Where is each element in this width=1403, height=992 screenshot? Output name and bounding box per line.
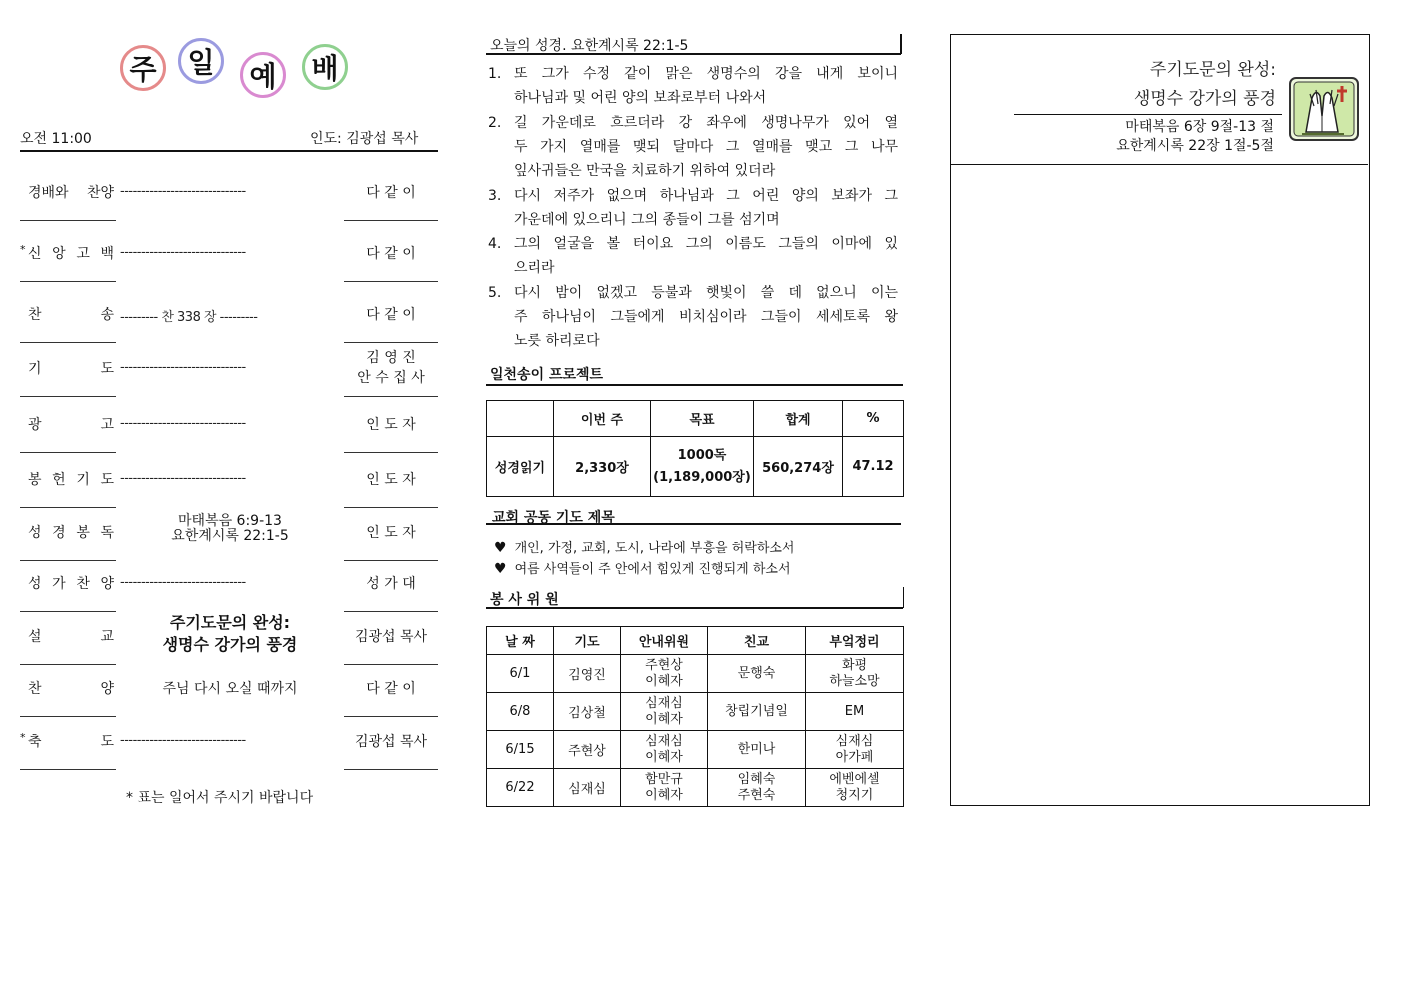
vol-usher-line: 심재심 bbox=[645, 733, 683, 749]
order-item-person bbox=[344, 304, 438, 324]
order-item-detail bbox=[120, 184, 340, 199]
volunteers-table bbox=[486, 626, 904, 807]
project-header-total: 합계 bbox=[754, 401, 843, 437]
prayer-heading: 교회 공동 기도 제목 bbox=[492, 510, 615, 526]
row-underline bbox=[344, 507, 438, 508]
project-goal-cell bbox=[651, 437, 754, 497]
vol-kitchen-line: 에벤에셀 bbox=[829, 771, 880, 787]
verse bbox=[488, 281, 898, 354]
prayer-item bbox=[494, 559, 795, 580]
header-divider bbox=[20, 150, 438, 152]
order-person-line: 안 수 집 사 bbox=[357, 370, 425, 386]
row-underline bbox=[344, 769, 438, 770]
volunteers-heading-corner bbox=[903, 587, 904, 608]
vol-prayer: 심재심 bbox=[554, 769, 621, 807]
order-item-name: 설 교 bbox=[28, 629, 114, 645]
order-item-detail bbox=[120, 733, 340, 748]
row-underline bbox=[20, 611, 116, 612]
vol-prayer: 김영진 bbox=[554, 655, 621, 693]
heart-icon: ♥ bbox=[494, 540, 507, 556]
vol-fellowship-line: 한미나 bbox=[737, 741, 776, 757]
project-header-goal: 목표 bbox=[651, 401, 754, 437]
order-item-detail bbox=[118, 514, 342, 544]
service-leader: 인도: 김광섭 목사 bbox=[310, 131, 419, 147]
order-item-name: 기 도 bbox=[28, 361, 114, 377]
sermon-box-divider bbox=[951, 164, 1368, 165]
order-person-line: 성 가 대 bbox=[366, 576, 416, 592]
project-heading: 일천송이 프로젝트 bbox=[490, 367, 604, 383]
order-item-name: 찬 양 bbox=[28, 681, 114, 697]
vol-usher-line: 주현상 bbox=[645, 657, 683, 673]
verse-line: 가운데에 있으리니 그의 종들이 그를 섬기며 bbox=[514, 211, 780, 228]
sermon-title bbox=[1030, 56, 1276, 114]
vol-fellowship bbox=[708, 693, 806, 731]
verse bbox=[488, 232, 898, 281]
vol-date: 6/15 bbox=[487, 731, 554, 769]
order-detail-line: ------------------------------ bbox=[120, 733, 246, 748]
sermon-refs bbox=[1040, 118, 1274, 156]
row-underline bbox=[344, 452, 438, 453]
order-item-name: 축 도 bbox=[28, 734, 114, 750]
order-item-person bbox=[344, 243, 438, 263]
order-item-person bbox=[344, 626, 438, 646]
title-char-1: 주 bbox=[120, 45, 166, 91]
order-item-name: 경배와 찬양 bbox=[28, 185, 114, 201]
title-char-4: 배 bbox=[302, 44, 348, 90]
order-detail-line: ------------------------------ bbox=[120, 360, 246, 375]
order-person-line: 다 같 이 bbox=[366, 246, 416, 262]
table-row bbox=[487, 731, 904, 769]
title-char-3: 예 bbox=[240, 52, 286, 98]
verse-line: 또 그가 수정 같이 맑은 생명수의 강을 내게 보이니 bbox=[514, 66, 898, 82]
row-underline bbox=[20, 769, 116, 770]
vol-fellowship bbox=[708, 655, 806, 693]
project-table bbox=[486, 400, 904, 497]
sermon-ref-2: 요한계시록 22장 1절-5절 bbox=[1116, 138, 1274, 154]
vol-header-prayer: 기도 bbox=[554, 627, 621, 655]
table-row bbox=[487, 693, 904, 731]
project-header-pct: % bbox=[843, 401, 904, 437]
row-underline bbox=[344, 560, 438, 561]
row-underline bbox=[20, 220, 116, 221]
verse-line: 그의 얼굴을 볼 터이요 그의 이름도 그들의 이마에 있 bbox=[514, 236, 898, 253]
vol-date: 6/8 bbox=[487, 693, 554, 731]
verse-number: 3. bbox=[488, 187, 502, 204]
project-header-empty bbox=[487, 401, 554, 437]
verse-number: 1. bbox=[488, 66, 502, 82]
sermon-title-line2: 생명수 강가의 풍경 bbox=[1133, 89, 1276, 109]
vol-header-date: 날 짜 bbox=[487, 627, 554, 655]
vol-usher-line: 이혜자 bbox=[645, 749, 683, 765]
order-item-name: 찬 송 bbox=[28, 307, 114, 323]
vol-fellowship bbox=[708, 769, 806, 807]
vol-fellowship-line: 임혜숙 bbox=[737, 771, 776, 787]
prayer-list bbox=[494, 538, 795, 580]
order-item-name: 봉 헌 기 도 bbox=[28, 472, 114, 488]
vol-header-kitchen: 부엌정리 bbox=[806, 627, 904, 655]
order-detail-line: ------------------------------ bbox=[120, 416, 246, 431]
row-underline bbox=[344, 396, 438, 397]
row-underline bbox=[20, 507, 116, 508]
order-detail-line: ------------------------------ bbox=[120, 471, 246, 486]
row-underline bbox=[344, 664, 438, 665]
vol-usher-line: 함만규 bbox=[645, 771, 683, 787]
verse-line: 두 가지 열매를 맺되 달마다 그 열매를 맺고 그 나무 bbox=[514, 138, 898, 155]
order-detail-line: ------------------------------ bbox=[120, 245, 246, 260]
footnote: * 표는 일어서 주시기 바랍니다 bbox=[126, 790, 314, 806]
volunteers-heading-line bbox=[486, 607, 903, 609]
verse-line: 잎사귀들은 만국을 치료하기 위하여 있더라 bbox=[514, 163, 776, 180]
standing-mark: * bbox=[20, 731, 26, 744]
scripture-heading-line bbox=[486, 53, 901, 55]
vol-usher-line: 이혜자 bbox=[645, 673, 683, 689]
order-detail-line: ------------------------------ bbox=[120, 575, 246, 590]
order-item-person bbox=[344, 348, 438, 388]
order-item-detail bbox=[120, 575, 340, 590]
vol-usher bbox=[621, 655, 708, 693]
order-detail-line: 요한계시록 22:1-5 bbox=[171, 528, 289, 544]
vol-kitchen-line: EM bbox=[844, 703, 865, 719]
verse-line: 길 가운데로 흐르더라 강 좌우에 생명나무가 있어 열 bbox=[514, 114, 898, 131]
project-heading-line bbox=[486, 384, 903, 386]
verse bbox=[488, 62, 898, 111]
project-pct-value: 47.12 bbox=[843, 437, 904, 497]
vol-header-fellowship: 친교 bbox=[708, 627, 806, 655]
project-goal-pages: (1,189,000장) bbox=[653, 469, 751, 485]
sermon-title-line1: 주기도문의 완성: bbox=[1149, 60, 1276, 80]
order-detail-line: 생명수 강가의 풍경 bbox=[162, 635, 298, 654]
vol-prayer: 김상철 bbox=[554, 693, 621, 731]
service-time: 오전 11:00 bbox=[20, 131, 92, 147]
praying-hands-icon bbox=[1288, 76, 1360, 142]
vol-date: 6/1 bbox=[487, 655, 554, 693]
vol-kitchen-line: 청지기 bbox=[835, 787, 874, 803]
row-underline bbox=[20, 560, 116, 561]
order-item-detail bbox=[120, 471, 340, 486]
vol-kitchen-line: 화평 bbox=[841, 657, 868, 673]
order-item-detail bbox=[120, 416, 340, 431]
vol-usher bbox=[621, 693, 708, 731]
verse bbox=[488, 184, 898, 233]
vol-usher bbox=[621, 769, 708, 807]
vol-kitchen bbox=[806, 731, 904, 769]
order-detail-line: --------- 찬 338 장 --------- bbox=[120, 310, 258, 325]
project-header-week: 이번 주 bbox=[554, 401, 651, 437]
order-person-line: 다 같 이 bbox=[366, 185, 416, 201]
row-underline bbox=[344, 716, 438, 717]
order-item-name: 광 고 bbox=[28, 417, 114, 433]
order-item-person bbox=[344, 469, 438, 489]
order-item-name: 신 앙 고 백 bbox=[28, 246, 114, 262]
standing-mark: * bbox=[20, 243, 26, 256]
table-row bbox=[487, 655, 904, 693]
order-item-detail bbox=[120, 306, 340, 325]
row-underline bbox=[20, 281, 116, 282]
order-item-detail bbox=[118, 678, 342, 698]
row-underline bbox=[20, 664, 116, 665]
order-detail-line: ------------------------------ bbox=[120, 184, 246, 199]
vol-kitchen bbox=[806, 769, 904, 807]
sermon-title-underline bbox=[1014, 114, 1282, 115]
vol-kitchen bbox=[806, 693, 904, 731]
prayer-item-text: 여름 사역들이 주 안에서 힘있게 진행되게 하소서 bbox=[514, 562, 791, 577]
row-underline bbox=[20, 396, 116, 397]
project-row-label: 성경읽기 bbox=[487, 437, 554, 497]
project-goal-count: 1000독 bbox=[677, 447, 727, 463]
order-person-line: 김광섭 목사 bbox=[354, 629, 428, 645]
order-item-person bbox=[344, 573, 438, 593]
verse-number: 5. bbox=[488, 284, 502, 301]
verse-line: 으리라 bbox=[514, 260, 555, 277]
table-row bbox=[487, 769, 904, 807]
verse bbox=[488, 111, 898, 184]
vol-usher-line: 심재심 bbox=[645, 695, 683, 711]
project-total-value: 560,274장 bbox=[754, 437, 843, 497]
order-detail-line: 주님 다시 오실 때까지 bbox=[162, 681, 298, 697]
vol-kitchen-line: 하늘소망 bbox=[829, 673, 880, 689]
order-item-detail bbox=[120, 360, 340, 375]
verse-number: 4. bbox=[488, 236, 502, 253]
scripture-heading-corner bbox=[900, 34, 902, 54]
row-underline bbox=[344, 342, 438, 343]
row-underline bbox=[344, 611, 438, 612]
order-item-person bbox=[344, 414, 438, 434]
vol-kitchen-line: 아가페 bbox=[835, 749, 874, 765]
order-item-person bbox=[344, 522, 438, 542]
order-detail-line: 주기도문의 완성: bbox=[169, 613, 291, 632]
vol-header-usher: 안내위원 bbox=[621, 627, 708, 655]
row-underline bbox=[344, 220, 438, 221]
row-underline bbox=[20, 452, 116, 453]
prayer-item bbox=[494, 538, 795, 559]
order-item-name: 성 가 찬 양 bbox=[28, 576, 114, 592]
order-person-line: 다 같 이 bbox=[366, 307, 416, 323]
row-underline bbox=[20, 342, 116, 343]
order-person-line: 김 영 진 bbox=[366, 350, 416, 366]
order-item-detail bbox=[118, 612, 342, 656]
order-item-person bbox=[344, 182, 438, 202]
vol-prayer: 주현상 bbox=[554, 731, 621, 769]
vol-fellowship-line: 주현숙 bbox=[737, 787, 776, 803]
verse-line: 하나님과 및 어린 양의 보좌로부터 나와서 bbox=[514, 90, 767, 107]
order-person-line: 인 도 자 bbox=[366, 525, 416, 541]
row-underline bbox=[20, 716, 116, 717]
verse-number: 2. bbox=[488, 114, 502, 131]
prayer-heading-line bbox=[486, 523, 901, 525]
vol-fellowship-line: 창립기념일 bbox=[725, 703, 788, 719]
verse-line: 노릇 하리로다 bbox=[514, 333, 600, 350]
order-person-line: 다 같 이 bbox=[366, 681, 416, 697]
vol-usher-line: 이혜자 bbox=[645, 711, 683, 727]
title-char-2: 일 bbox=[178, 38, 224, 84]
vol-date: 6/22 bbox=[487, 769, 554, 807]
vol-fellowship bbox=[708, 731, 806, 769]
order-person-line: 인 도 자 bbox=[366, 472, 416, 488]
verse-line: 다시 밤이 없겠고 등불과 햇빛이 쓸 데 없으니 이는 bbox=[514, 284, 898, 301]
vol-usher bbox=[621, 731, 708, 769]
order-person-line: 인 도 자 bbox=[366, 417, 416, 433]
order-detail-line: 마태복음 6:9-13 bbox=[178, 513, 282, 529]
scripture-heading: 오늘의 성경. 요한계시록 22:1-5 bbox=[490, 38, 689, 54]
vol-kitchen bbox=[806, 655, 904, 693]
verse-line: 주 하나님이 그들에게 비치심이라 그들이 세세토록 왕 bbox=[514, 308, 898, 325]
vol-kitchen-line: 심재심 bbox=[835, 733, 874, 749]
order-item-detail bbox=[120, 245, 340, 260]
row-underline bbox=[344, 281, 438, 282]
vol-usher-line: 이혜자 bbox=[645, 787, 683, 803]
vol-fellowship-line: 문행숙 bbox=[737, 665, 776, 681]
verse-line: 다시 저주가 없으며 하나님과 그 어린 양의 보좌가 그 bbox=[514, 187, 898, 204]
prayer-item-text: 개인, 가정, 교회, 도시, 나라에 부흥을 허락하소서 bbox=[514, 541, 795, 556]
project-week-value: 2,330장 bbox=[554, 437, 651, 497]
sermon-ref-1: 마태복음 6장 9절-13 절 bbox=[1125, 119, 1274, 135]
order-person-line: 김광섭 목사 bbox=[354, 734, 428, 750]
volunteers-heading: 봉 사 위 원 bbox=[490, 592, 559, 608]
order-item-person bbox=[344, 731, 438, 751]
heart-icon: ♥ bbox=[494, 561, 507, 577]
order-item-person bbox=[344, 678, 438, 698]
order-item-name: 성 경 봉 독 bbox=[28, 525, 114, 541]
